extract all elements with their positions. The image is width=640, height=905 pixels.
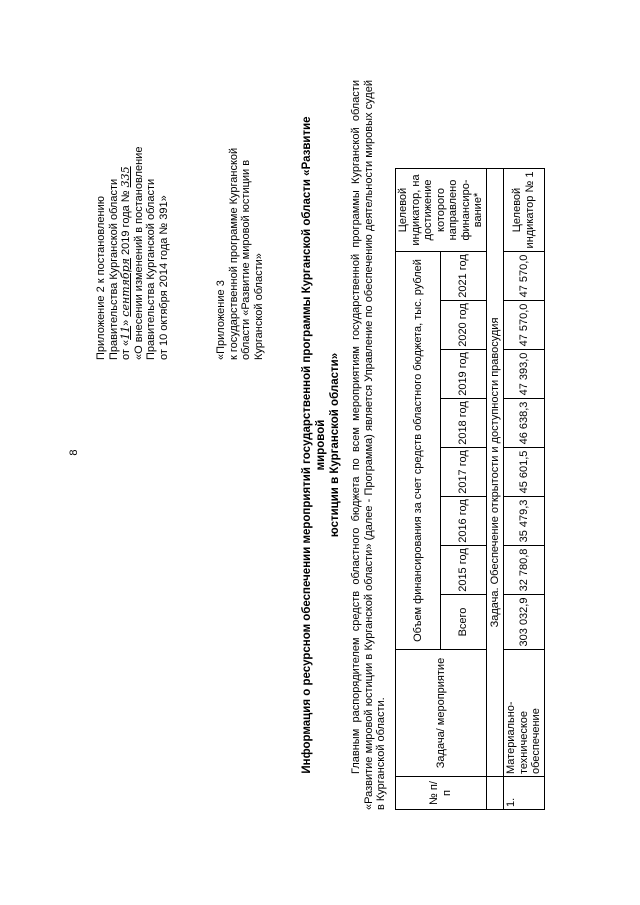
row-total: 303 032,9 [504,595,545,650]
date-mid: » [120,319,132,326]
row-number: 1. [504,777,545,810]
appendix-line: области «Развитие мировой юстиции в [240,159,252,360]
header-year: 2016 год [441,497,486,546]
appendix-line: «Приложение 3 [215,280,227,360]
appendix-line: Приложение 2 к постановлению [95,195,107,360]
row-value: 47 393,0 [504,350,545,399]
header-number: № п/п [396,777,487,810]
header-year: 2018 год [441,399,486,448]
row-value: 45 601,5 [504,448,545,497]
handwritten-day: 11 [119,325,132,340]
appendix-line: Правительства Курганской области [107,178,120,360]
header-year: 2015 год [441,546,486,595]
appendix-line: «О внесении изменений в постановление [132,146,145,360]
handwritten-number: 335 [119,166,132,188]
task-row-number [486,777,504,810]
row-value: 47 570,0 [504,252,545,301]
row-value: 32 780,8 [504,546,545,595]
task-row: Задача. Обеспечение открытости и доступности правосудия [486,169,504,777]
intro-paragraph: Главным распорядителем средств областного бюджета по всем мероприятиям государственной программы Курганской области «Развитие мировой юстиции в Курганской области» (далее - Программа) является Управление по обеспечению деятельности мировых судей в Курганской области. [350,80,387,810]
date-year: 2019 года № [120,190,132,255]
row-value: 35 479,3 [504,497,545,546]
appendix-line: от 10 октября 2014 года № 391» [157,195,170,360]
row-indicator: Целевой индикатор № 1 [504,169,545,252]
row-value: 47 570,0 [504,301,545,350]
appendix-date-line [120,147,133,360]
appendix-decree-block [95,147,170,360]
header-indicator: Целевой индикатор, на достижение которого направлено финансиро-вание* [396,169,487,252]
title-line: юстиции в Курганской области» [329,352,341,538]
header-total: Всего [441,595,486,650]
header-year: 2017 год [441,448,486,497]
header-volume: Объем финансирования за счет средств областного бюджета, тыс. рублей [396,252,441,650]
funding-table [395,168,545,810]
header-task: Задача/ мероприятие [396,650,487,777]
header-year: 2021 год [441,252,486,301]
row-name: Материально-техническое обеспечение [504,650,545,777]
date-prefix: от « [120,339,132,360]
header-year: 2019 год [441,350,486,399]
appendix-line: Правительства Курганской области [145,178,157,360]
header-year: 2020 год [441,301,486,350]
document-title [300,105,342,785]
appendix-line: Курганской области» [252,253,265,360]
row-value: 46 638,3 [504,399,545,448]
appendix-program-block [215,148,265,360]
title-line: Информация о ресурсном обеспечении мероприятий государственной программы Курганской области «Развитие мировой [301,116,327,774]
appendix-line: к государственной программе Курганской [227,147,240,360]
page-number: 8 [68,449,80,456]
handwritten-month: сентября [119,258,132,317]
